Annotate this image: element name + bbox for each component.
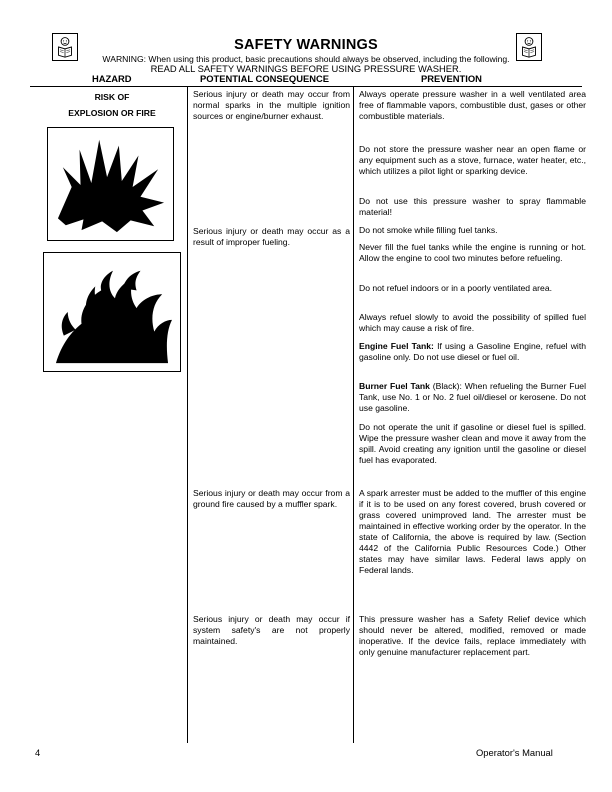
column-header-prevention: PREVENTION	[421, 73, 482, 84]
prevention-refuel-slowly: Always refuel slowly to avoid the possibility of spilled fuel which may cause a risk of fire.	[359, 312, 586, 333]
fire-pictogram	[43, 252, 181, 372]
consequence-improper-fueling: Serious injury or death may occur as a result of improper fueling.	[193, 226, 350, 247]
column-header-hazard: HAZARD	[92, 73, 132, 84]
hazard-label-line2: EXPLOSION OR FIRE	[68, 108, 156, 118]
column-divider-2	[353, 87, 354, 743]
prevention-safety-relief: This pressure washer has a Safety Relief device which should never be altered, modified, removed or made inoperative. If the device fails, replace immediately with only genuine manufacturer replacement part.	[359, 614, 586, 657]
fire-icon	[44, 253, 180, 371]
prevention-open-flame: Do not store the pressure washer near an open flame or any equipment such as a stove, furnace, water heater, etc., which utilizes a pilot light or sparking device.	[359, 144, 586, 176]
hazard-label-line1: RISK OF	[94, 92, 130, 102]
prevention-spark-arrester: A spark arrester must be added to the muffler of this engine if it is to be used on any forest covered, brush covered or grass covered unimproved land. The arrester must be maintained in effective working order by the operator. In the state of California, the above is required by law. (Section 4442 of the California Public Resources Code.) Other states may have similar laws. Federal laws apply on Federal lands.	[359, 488, 586, 575]
engine-fuel-tank-text: If using a Gasoline Engine, refuel with gasoline only. Do not use diesel or fuel oil.	[359, 341, 586, 362]
burner-fuel-tank-heading: Burner Fuel Tank	[359, 381, 430, 391]
burner-fuel-tank-text: (Black): When refueling the Burner Fuel Tank, use No. 1 or No. 2 fuel oil/diesel or kerosene. Do not use gasoline.	[359, 381, 586, 413]
column-header-consequence: POTENTIAL CONSEQUENCE	[200, 73, 330, 84]
warning-statement: WARNING: When using this product, basic precautions should always be observed, including the following.	[102, 54, 510, 64]
engine-fuel-tank-heading: Engine Fuel Tank:	[359, 341, 434, 351]
header-divider	[30, 86, 582, 87]
prevention-burner-fuel-tank	[359, 381, 586, 414]
consequence-sparks: Serious injury or death may occur from normal sparks in the multiple ignition sources or engine/burner exhaust.	[193, 89, 350, 121]
explosion-pictogram	[47, 127, 174, 241]
prevention-fuel-spill: Do not operate the unit if gasoline or diesel fuel is spilled. Wipe the pressure washer clean and move it away from the spill. Avoid creating any ignition until the gasoline or diesel fuel has evaporated.	[359, 422, 586, 465]
consequence-system-safety: Serious injury or death may occur if system safety's are not properly maintained.	[193, 614, 350, 646]
page-title: SAFETY WARNINGS	[234, 37, 378, 53]
prevention-flammable-spray: Do not use this pressure washer to spray flammable material!	[359, 196, 586, 217]
explosion-icon	[48, 128, 173, 240]
column-divider-1	[187, 87, 188, 743]
page-number: 4	[35, 747, 41, 758]
prevention-engine-fuel-tank	[359, 341, 586, 363]
read-instructions-statement: READ ALL SAFETY WARNINGS BEFORE USING PRESSURE WASHER.	[150, 63, 462, 74]
prevention-engine-cool: Never fill the fuel tanks while the engine is running or hot. Allow the engine to cool two minutes before refueling.	[359, 242, 586, 263]
manual-label: Operator's Manual	[476, 747, 553, 758]
consequence-muffler-spark: Serious injury or death may occur from a ground fire caused by a muffler spark.	[193, 488, 350, 509]
prevention-refuel-outdoors: Do not refuel indoors or in a poorly ventilated area.	[359, 283, 552, 293]
prevention-ventilation: Always operate pressure washer in a well ventilated area free of flammable vapors, combustible dust, gases or other combustible materials.	[359, 89, 586, 121]
prevention-no-smoking: Do not smoke while filling fuel tanks.	[359, 225, 498, 235]
